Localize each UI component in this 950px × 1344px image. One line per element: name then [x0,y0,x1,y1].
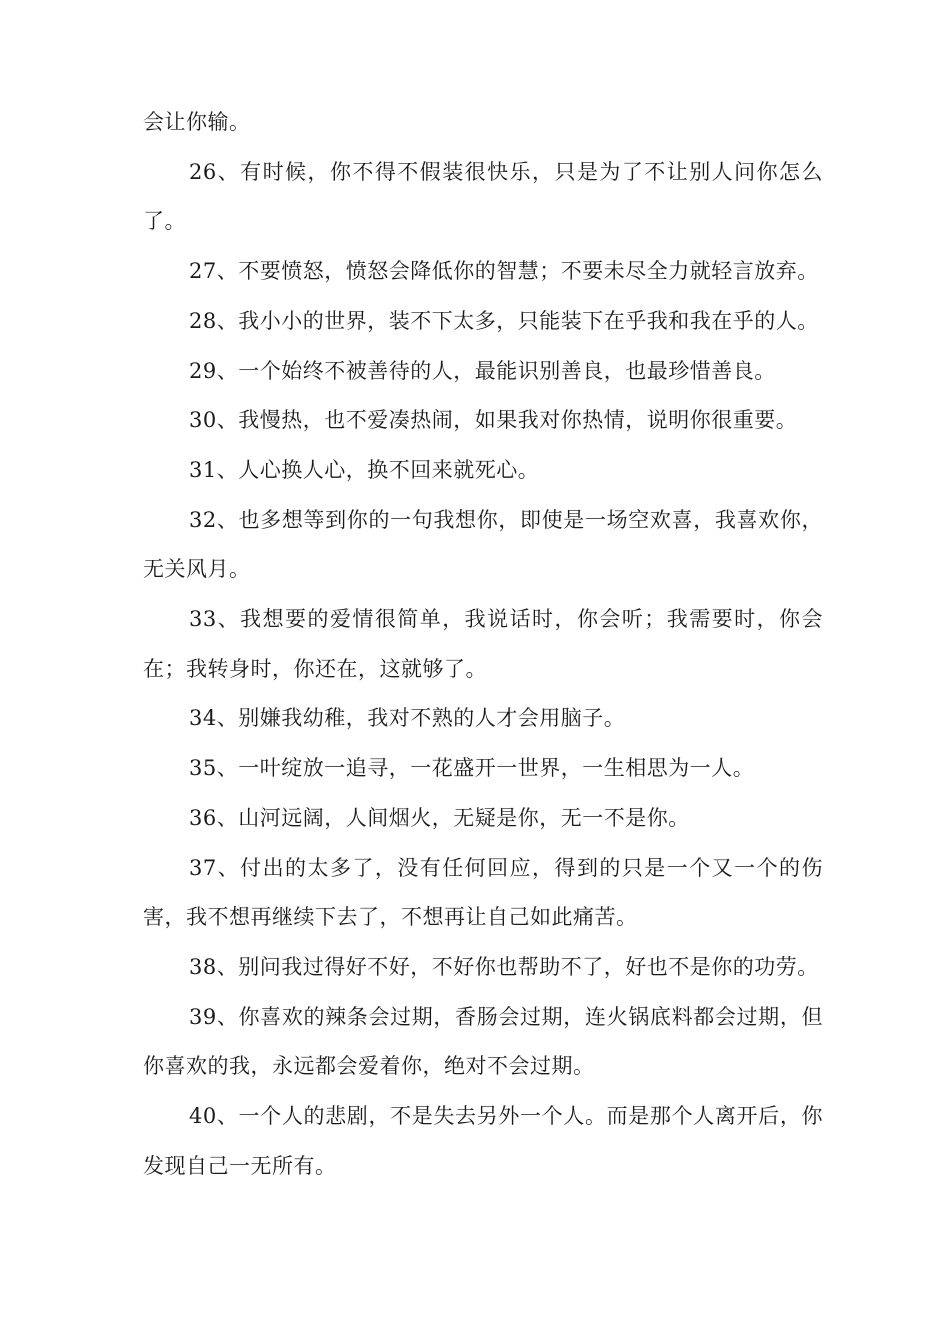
paragraph-35: 35、一叶绽放一追寻，一花盛开一世界，一生相思为一人。 [189,756,755,781]
paragraph-36: 36、山河远阔，人间烟火，无疑是你，无一不是你。 [189,805,690,830]
paragraph-31: 31、人心换人心，换不回来就死心。 [189,457,540,482]
paragraph-32: 32、也多想等到你的一句我想你，即使是一场空欢喜，我喜欢你，无关风月。 [143,507,823,582]
paragraph-27: 27、不要愤怒，愤怒会降低你的智慧；不要未尽全力就轻言放弃。 [189,259,819,284]
paragraph-30: 30、我慢热，也不爱凑热闹，如果我对你热情，说明你很重要。 [189,408,798,433]
paragraph-continuation: 会让你输。 [143,110,251,134]
paragraph-38: 38、别问我过得好不好，不好你也帮助不了，好也不是你的功劳。 [189,954,819,979]
paragraph-39: 39、你喜欢的辣条会过期，香肠会过期，连火锅底料都会过期，但你喜欢的我，永远都会爱着你，绝对不会过期。 [143,1004,823,1079]
paragraph-28: 28、我小小的世界，装不下太多，只能装下在乎我和我在乎的人。 [189,308,819,333]
paragraph-34: 34、别嫌我幼稚，我对不熟的人才会用脑子。 [189,706,626,731]
paragraph-40: 40、一个人的悲剧，不是失去另外一个人。而是那个人离开后，你发现自己一无所有。 [143,1104,823,1178]
paragraph-26: 26、有时候，你不得不假装很快乐，只是为了不让别人问你怎么了。 [143,159,823,234]
paragraph-33: 33、我想要的爱情很简单，我说话时，你会听；我需要时，你会在；我转身时，你还在，这就够了。 [143,607,823,681]
paragraph-29: 29、一个始终不被善待的人，最能识别善良，也最珍惜善良。 [189,358,776,383]
paragraph-37: 37、付出的太多了，没有任何回应，得到的只是一个又一个的伤害，我不想再继续下去了，不想再让自己如此痛苦。 [143,855,823,930]
body-text [143,98,823,1191]
